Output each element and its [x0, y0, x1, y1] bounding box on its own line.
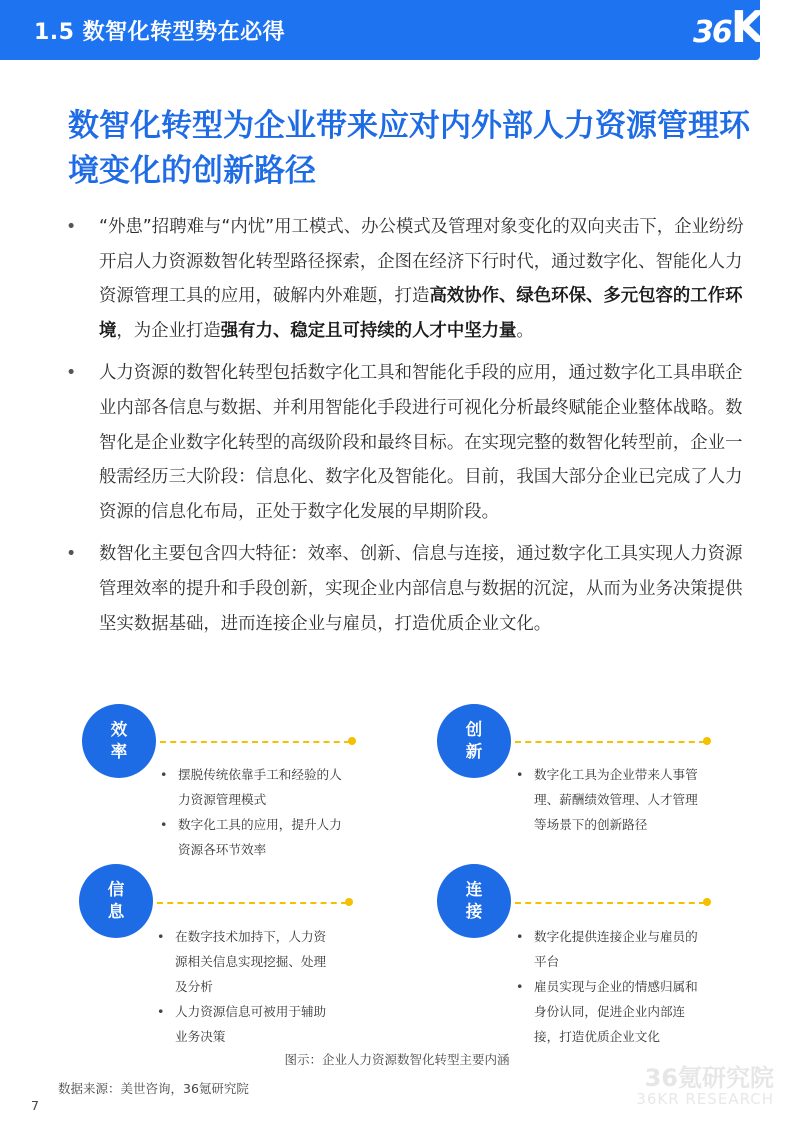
- feature-circle-efficiency: 效 率: [82, 704, 156, 778]
- body-text: 人力资源的数智化转型包括数字化工具和智能化手段的应用，通过数字化工具串联企业内部各信息与数据、并利用智能化手段进行可视化分析最终赋能企业整体战略。数智化是企业数字化转型的高级阶段和最终目标。在实现完整的数智化转型前，企业一般需经历三大阶段：信息化、数字化及智能化。目前，我国大部分企业已完成了人力资源的信息化布局，正处于数字化发展的早期阶段。: [99, 363, 743, 522]
- body-text: “外患”招聘难与“内忧”用工模式、办公模式及管理对象变化的双向夹击下，企业纷纷开启人力资源数智化转型路径探索，企图在经济下行时代，通过数字化、智能化人力资源管理工具的应用，破解内外难题，打造: [99, 217, 744, 307]
- watermark-text: 36KR RESEARCH: [636, 1090, 774, 1108]
- data-source: 数据来源：美世咨询，36氪研究院: [58, 1081, 249, 1096]
- header-bar: [0, 0, 783, 60]
- feature-circle-innovation: 创 新: [437, 704, 511, 778]
- bullet-list: [66, 210, 746, 649]
- brand-logo: 36Kr: [693, 2, 783, 53]
- connector-line: [515, 902, 705, 904]
- page-title: 数智化转型为企业带来应对内外部人力资源管理环境变化的创新路径: [68, 108, 750, 189]
- connector-dot: [348, 737, 356, 745]
- connector-dot: [703, 898, 711, 906]
- body-text: ，为企业打造: [116, 320, 221, 341]
- feature-item: • 数字化提供连接企业与雇员的平台: [516, 924, 702, 974]
- feature-item: • 摆脱传统依靠手工和经验的人力资源管理模式: [160, 762, 350, 812]
- feature-circle-connection: 连 接: [437, 864, 511, 938]
- feature-circle-information: 信 息: [79, 864, 153, 938]
- feature-item: • 人力资源信息可被用于辅助业务决策: [157, 999, 337, 1049]
- connector-dot: [703, 737, 711, 745]
- figure-caption: 图示：企业人力资源数智化转型主要内涵: [284, 1052, 510, 1067]
- feature-list-connection: [516, 924, 702, 1049]
- feature-list-efficiency: [160, 762, 350, 862]
- bullet-item: [66, 537, 746, 641]
- body-text: 。: [516, 320, 534, 341]
- bullet-item: [66, 210, 746, 348]
- bold-text: 强有力、稳定且可持续的人才中坚力量: [220, 320, 517, 341]
- connector-line: [157, 902, 347, 904]
- section-title: 1.5 数智化转型势在必得: [34, 20, 286, 45]
- bold-text: 高效协作、绿色环保、多元包容的工作环境: [99, 286, 743, 341]
- connector-line: [515, 741, 705, 743]
- feature-list-innovation: [516, 762, 698, 837]
- bullet-item: [66, 356, 746, 529]
- feature-item: • 在数字技术加持下，人力资源相关信息实现挖掘、处理及分析: [157, 924, 337, 999]
- body-text: 数智化主要包含四大特征：效率、创新、信息与连接，通过数字化工具实现人力资源管理效率的提升和手段创新，实现企业内部信息与数据的沉淀，从而为业务决策提供坚实数据基础，进而连接企业与雇员，打造优质企业文化。: [99, 544, 743, 634]
- watermark-logo: 36氪研究院: [644, 1064, 774, 1092]
- page-number: 7: [31, 1098, 39, 1113]
- feature-item: • 雇员实现与企业的情感归属和身份认同，促进企业内部连接，打造优质企业文化: [516, 974, 702, 1049]
- feature-list-information: [157, 924, 337, 1049]
- feature-item: • 数字化工具的应用，提升人力资源各环节效率: [160, 812, 350, 862]
- feature-item: • 数字化工具为企业带来人事管理、薪酬绩效管理、人才管理等场景下的创新路径: [516, 762, 698, 837]
- connector-dot: [345, 898, 353, 906]
- connector-line: [160, 741, 350, 743]
